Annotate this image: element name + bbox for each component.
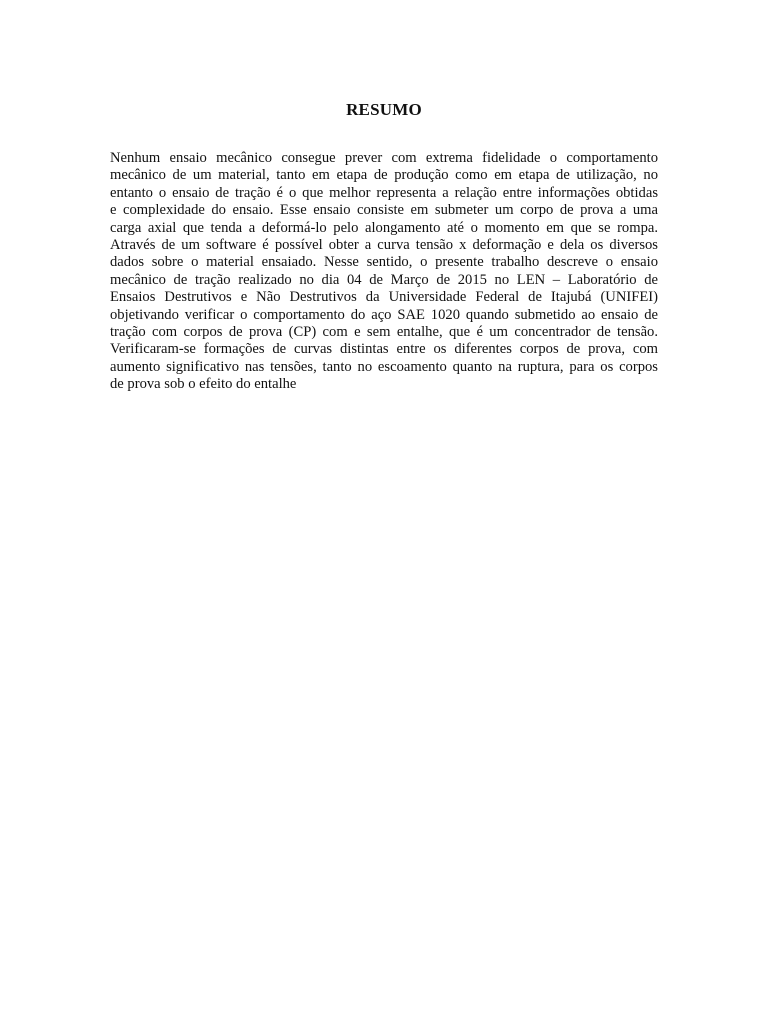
abstract-line: mecânico de um material, tanto em etapa de produção como em etapa de utilização, no [110,167,658,184]
abstract-line: aumento significativo nas tensões, tanto no escoamento quanto na ruptura, para os corpos [110,358,658,375]
abstract-line: Nenhum ensaio mecânico consegue prever com extrema fidelidade o comportamento [110,150,658,166]
abstract-line: e complexidade do ensaio. Esse ensaio consiste em submeter um corpo de prova a uma [110,202,658,219]
abstract-line: tração com corpos de prova (CP) com e sem entalhe, que é um concentrador de tensão. [110,323,658,340]
abstract-line: objetivando verificar o comportamento do aço SAE 1020 quando submetido ao ensaio de [110,306,658,323]
abstract-line: entanto o ensaio de tração é o que melhor representa a relação entre informações obtidas [110,184,658,201]
abstract-line: Através de um software é possível obter a curva tensão x deformação e dela os diversos [110,236,658,253]
abstract-line: mecânico de tração realizado no dia 04 de Março de 2015 no LEN – Laboratório de [110,271,658,288]
abstract-paragraph [110,150,658,393]
abstract-line: de prova sob o efeito do entalhe [110,376,297,393]
abstract-line: Ensaios Destrutivos e Não Destrutivos da Universidade Federal de Itajubá (UNIFEI) [110,289,658,306]
abstract-line: dados sobre o material ensaiado. Nesse sentido, o presente trabalho descreve o ensaio [110,254,658,271]
abstract-line: Verificaram-se formações de curvas distintas entre os diferentes corpos de prova, com [110,341,658,358]
abstract-line: carga axial que tenda a deformá-lo pelo alongamento até o momento em que se rompa. [110,219,658,236]
page-title: RESUMO [346,100,422,119]
